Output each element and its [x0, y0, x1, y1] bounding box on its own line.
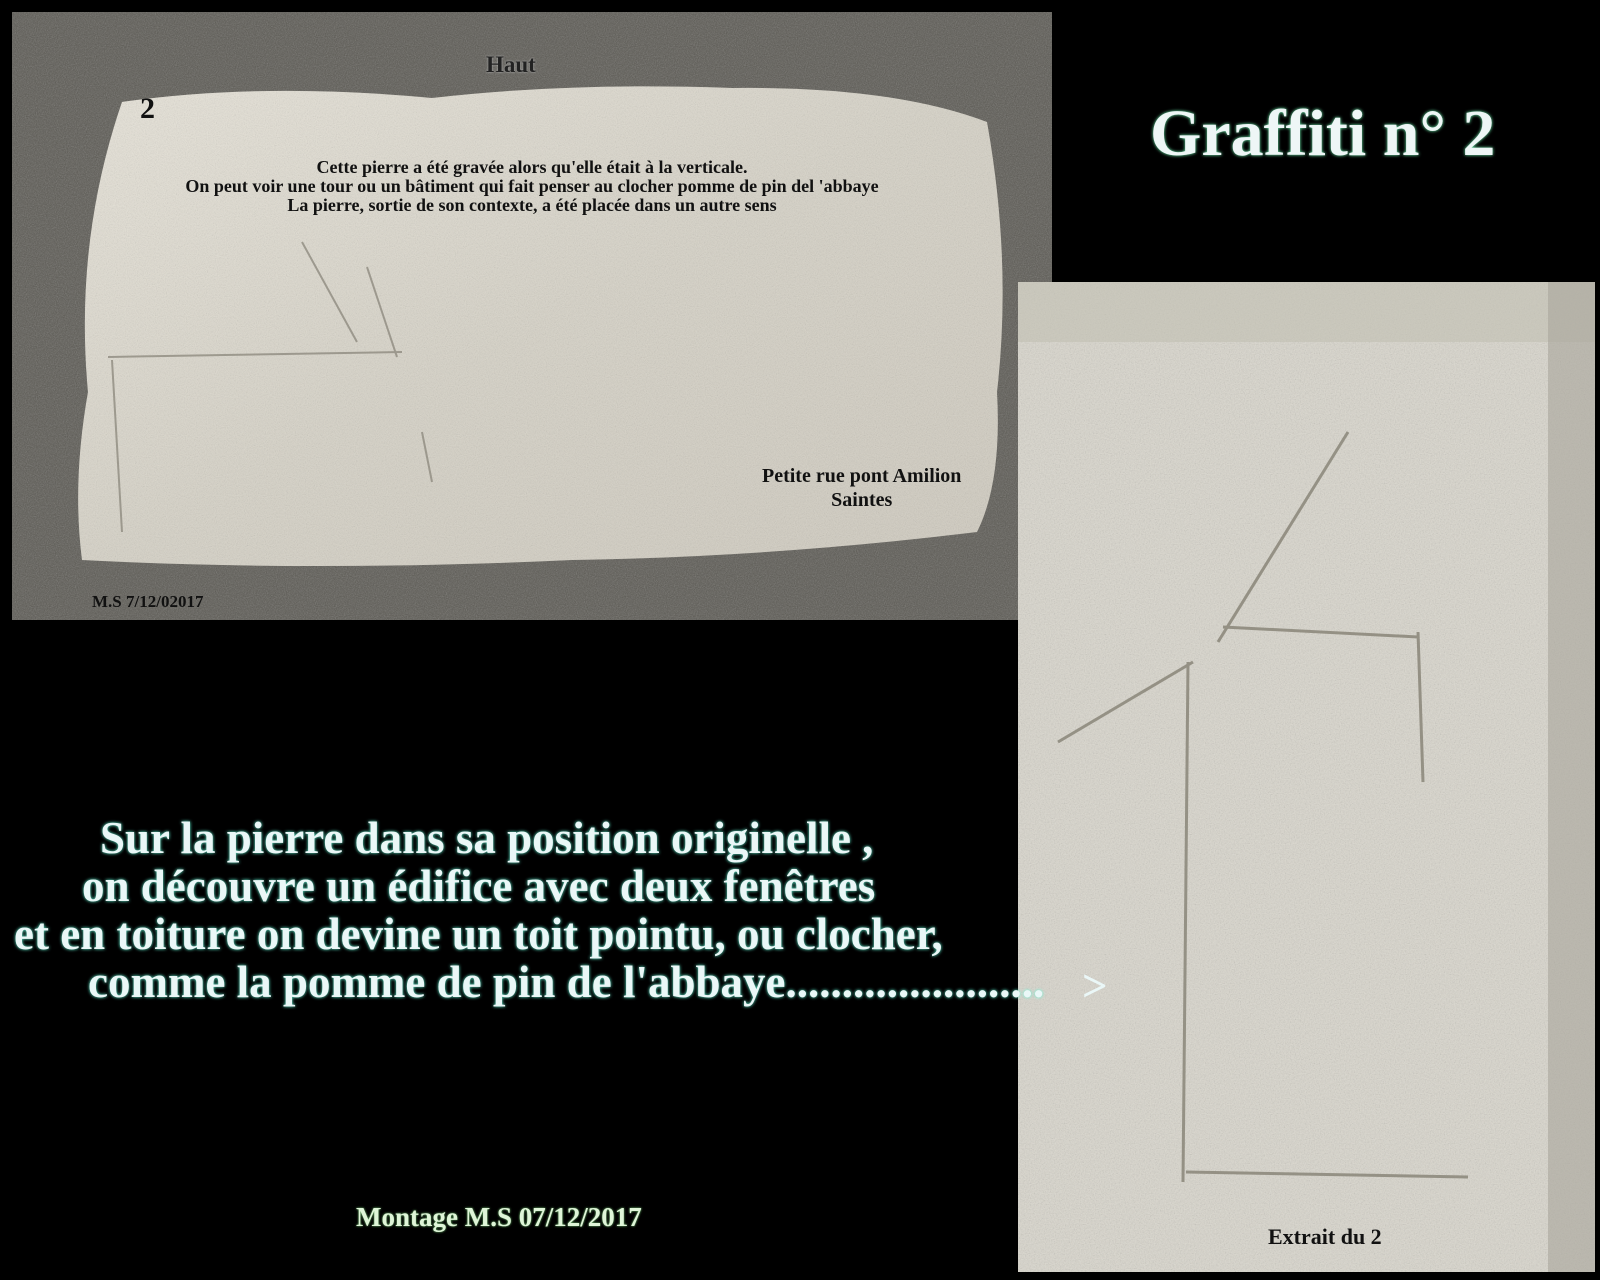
- stone-photo-main: [12, 12, 1052, 620]
- stone-description: [122, 158, 942, 215]
- caption-line: comme la pomme de pin de l'abbaye.......................: [88, 957, 1045, 1007]
- stone-photo-detail-image: [1018, 282, 1595, 1272]
- caption-text: [10, 813, 1045, 1007]
- detail-label: Extrait du 2: [1268, 1224, 1382, 1249]
- description-line: La pierre, sortie de son contexte, a été placée dans un autre sens: [287, 195, 777, 215]
- stone-photo-detail: [1018, 282, 1595, 1272]
- footer-credit: Montage M.S 07/12/2017: [356, 1202, 642, 1232]
- location-label: [762, 464, 961, 512]
- description-line: Cette pierre a été gravée alors qu'elle était à la verticale.: [316, 157, 748, 177]
- caption-line: Sur la pierre dans sa position originelle ,: [100, 813, 874, 863]
- arrow-icon: >: [1082, 961, 1108, 1011]
- top-label: Haut: [486, 52, 536, 77]
- photo-signature: M.S 7/12/02017: [92, 592, 204, 611]
- stone-number: 2: [140, 92, 155, 125]
- location-street: Petite rue pont Amilion: [762, 465, 962, 487]
- page-title: Graffiti n° 2: [1150, 97, 1496, 170]
- caption-line: et en toiture on devine un toit pointu, ou clocher,: [14, 909, 943, 959]
- stone-photo-main-image: [12, 12, 1052, 620]
- caption-line: on découvre un édifice avec deux fenêtres: [82, 861, 876, 911]
- description-line: On peut voir une tour ou un bâtiment qui fait penser au clocher pomme de pin del 'abbaye: [185, 176, 879, 196]
- location-city: Saintes: [831, 489, 893, 511]
